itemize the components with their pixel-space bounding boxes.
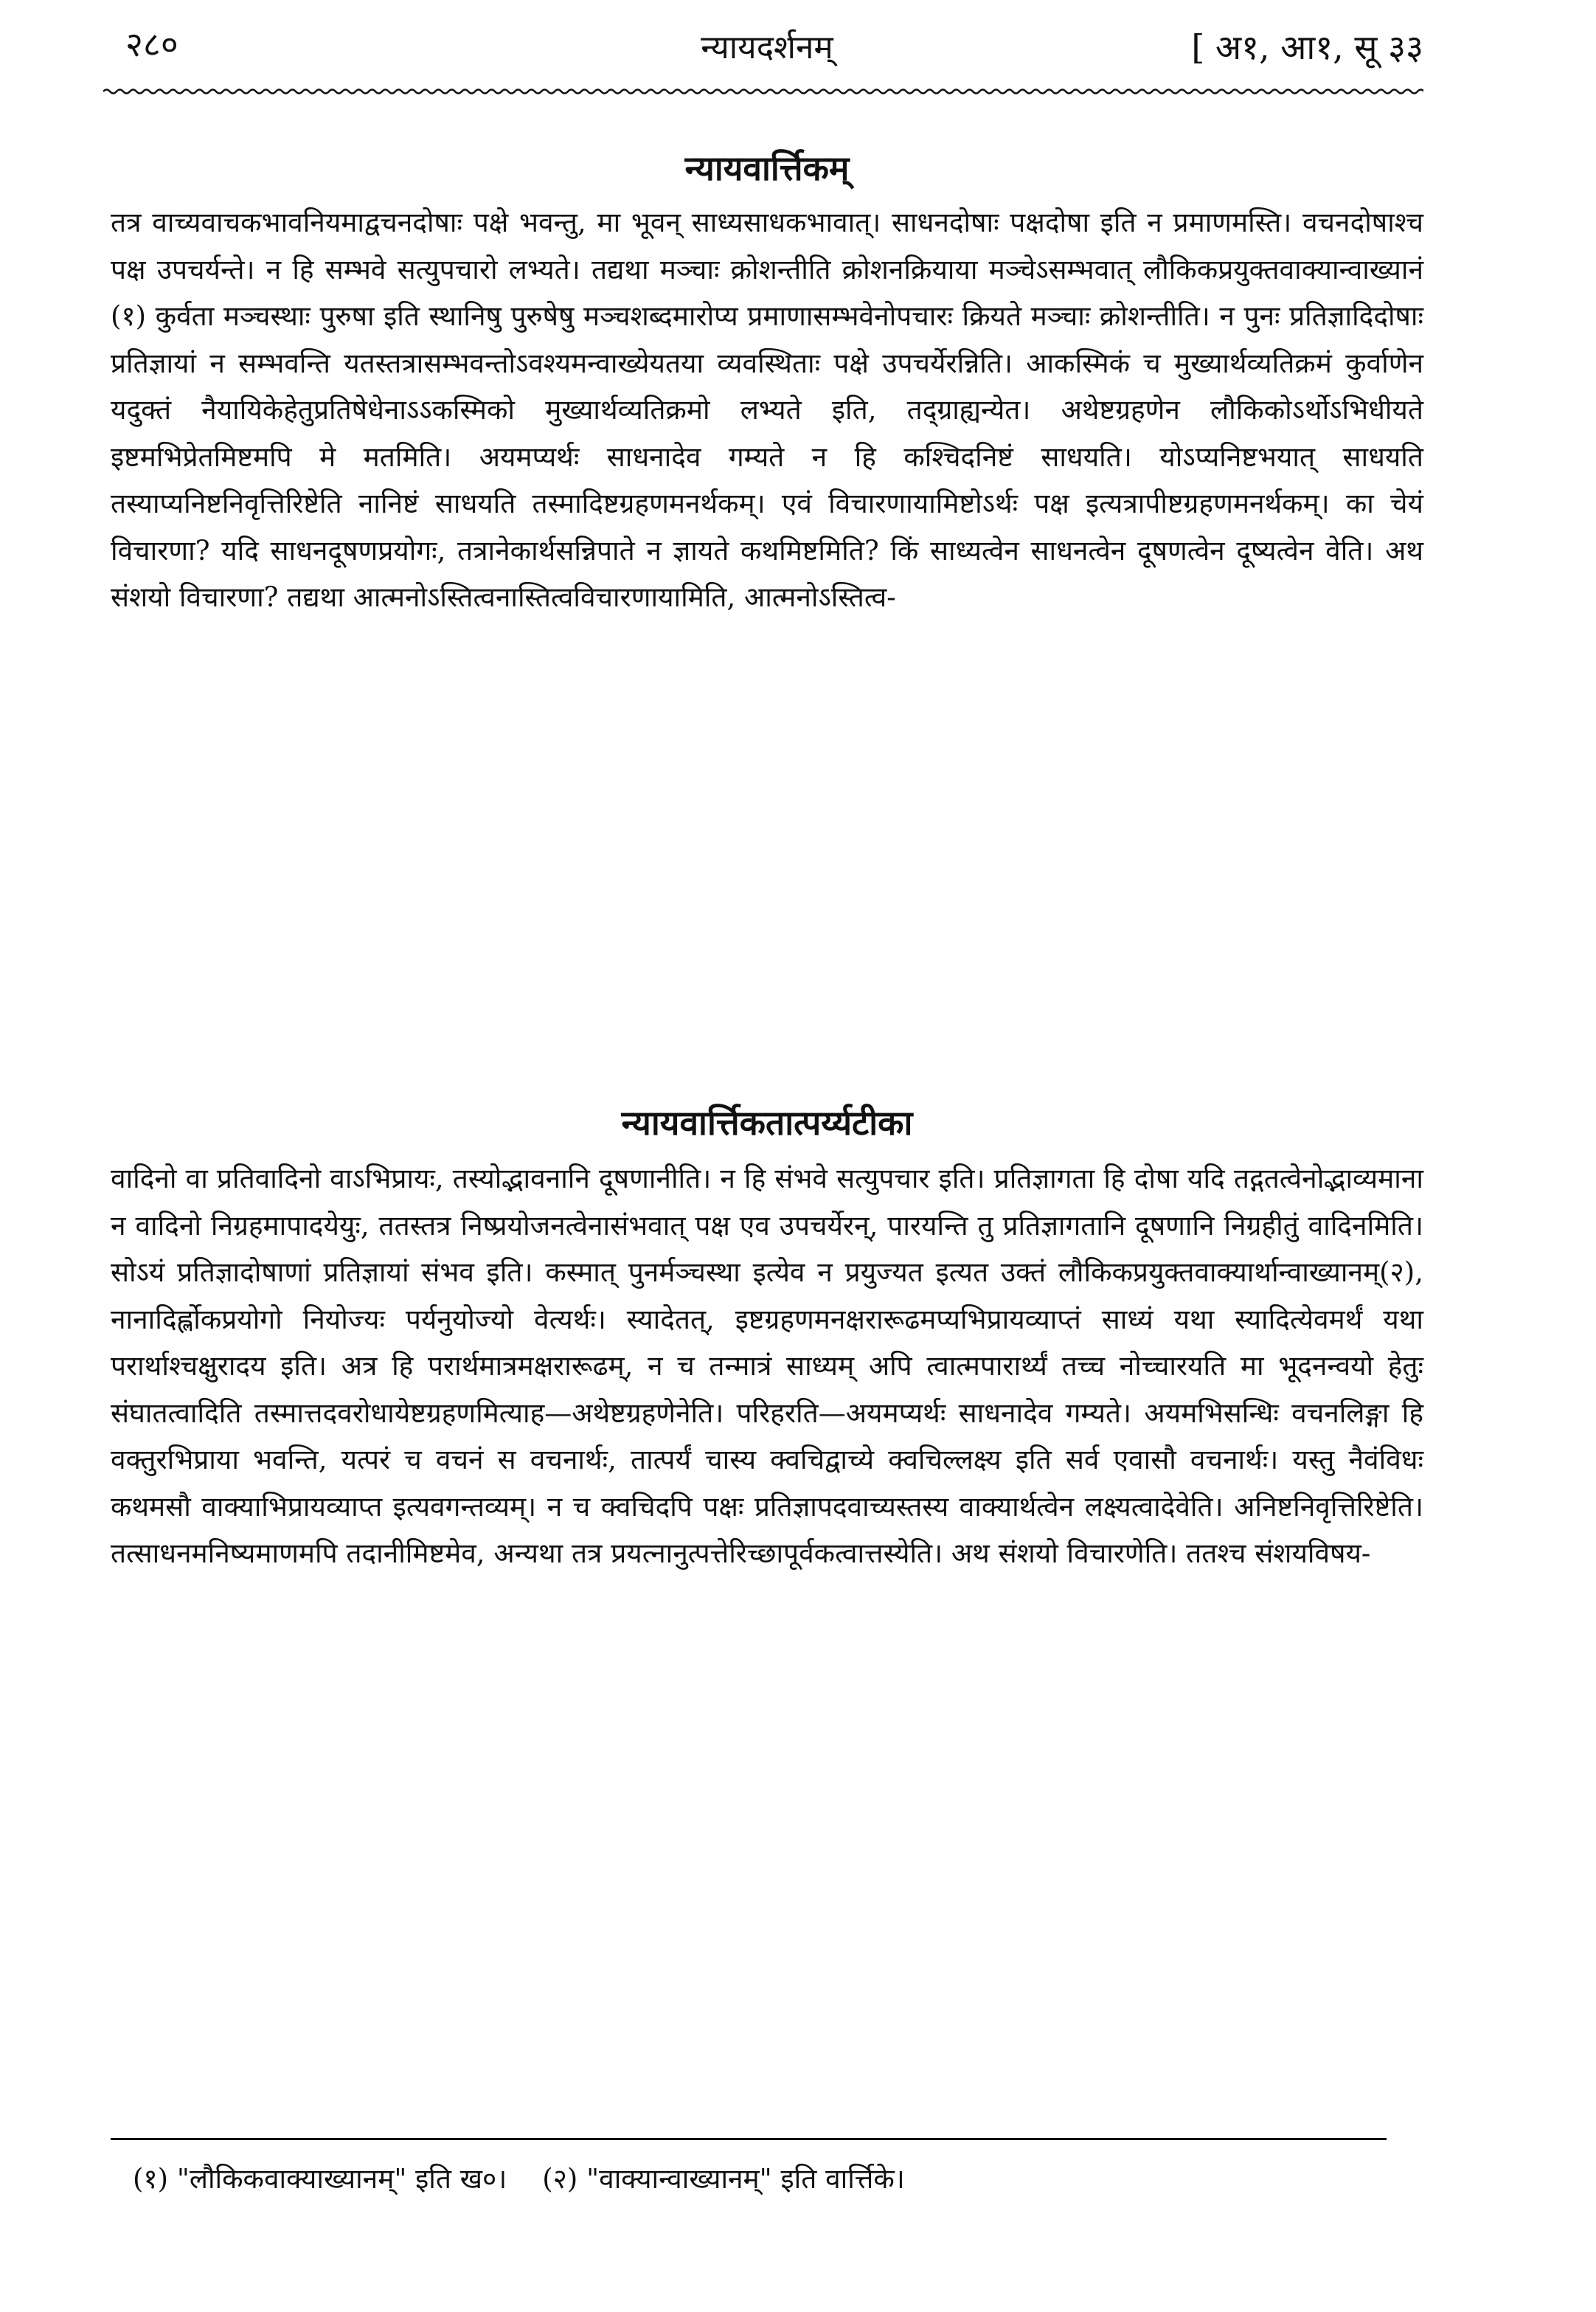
footnote-1: (१) "लौकिकवाक्याख्यानम्" इति ख०। [133,2163,507,2195]
wavy-divider [103,83,1423,100]
paragraph-nyayavarttika: तत्र वाच्यवाचकभावनियमाद्वचनदोषाः पक्षे भवन्तु, मा भूवन् साध्यसाधकभावात्। साधनदोषाः पक्षदोषा इति न प्रमाणमस्ति। वचनदोषाश्च पक्ष उपचर्यन्ते। न हि सम्भवे सत्युपचारो लभ्यते। तद्यथा मञ्चाः क्रोशन्तीति क्रोशनक्रियाया मञ्चेऽसम्भवात् लौकिकप्रयुक्तवाक्यान्वाख्यानं (१) कुर्वता मञ्चस्थाः पुरुषा इति स्थानिषु पुरुषेषु मञ्चशब्दमारोप्य प्रमाणासम्भवेनोपचारः क्रियते मञ्चाः क्रोशन्तीति। न पुनः प्रतिज्ञादिदोषाः प्रतिज्ञायां न सम्भवन्ति यतस्तत्रासम्भवन्तोऽवश्यमन्वाख्येयतया व्यवस्थिताः पक्षे उपचर्येरन्निति। आकस्मिकं च मुख्यार्थव्यतिक्रमं कुर्वाणेन यदुक्तं नैयायिकेहेतुप्रतिषेधेनाऽऽकस्मिको मुख्यार्थव्यतिक्रमो लभ्यते इति, तद्ग्राह्यन्येत। अथेष्टग्रहणेन लौकिकोऽर्थोऽभिधीयते इष्टमभिप्रेतमिष्टमपि मे मतमिति। अयमप्यर्थः साधनादेव गम्यते न हि कश्चिदनिष्टं साधयति। योऽप्यनिष्टभयात् साधयति तस्याप्यनिष्टनिवृत्तिरिष्टेति नानिष्टं साधयति तस्मादिष्टग्रहणमनर्थकम्। एवं विचारणायामिष्टोऽर्थः पक्ष इत्यत्रापीष्टग्रहणमनर्थकम्। का चेयं विचारणा? यदि साधनदूषणप्रयोगः, तत्रानेकार्थसन्निपाते न ज्ञायते कथमिष्टमिति? किं साध्यत्वेन साधनत्वेन दूषणत्वेन दूष्यत्वेन वेति। अथ संशयो विचारणा? तद्यथा आत्मनोऽस्तित्वनास्तित्वविचारणायामिति, आत्मनोऽस्तित्व- [111,207,1423,613]
section-heading-nyayavarttika: न्यायवार्त्तिकम् [684,148,850,188]
footnotes [133,2159,1387,2196]
book-title: न्यायदर्शनम् [701,29,833,66]
section-heading-tatparyatika: न्यायवार्त्तिकतात्पर्य्यटीका [621,1103,913,1143]
running-head [111,13,1423,72]
section-reference: [ अ१, आ१, सू ३३ [1191,27,1423,67]
page-number: २८० [125,24,178,64]
footnote-divider [111,2138,1387,2140]
footnote-2: (२) "वाक्यान्वाख्यानम्" इति वार्त्तिके। [542,2163,905,2195]
paragraph-tatparyatika: वादिनो वा प्रतिवादिनो वाऽभिप्रायः, तस्योद्भावनानि दूषणानीति। न हि संभवे सत्युपचार इति। प्रतिज्ञागता हि दोषा यदि तद्गतत्वेनोद्भाव्यमाना न वादिनो निग्रहमापादयेयुः, ततस्तत्र निष्प्रयोजनत्वेनासंभवात् पक्ष एव उपचर्येरन्, पारयन्ति तु प्रतिज्ञागतानि दूषणानि निग्रहीतुं वादिनमिति। सोऽयं प्रतिज्ञादोषाणां प्रतिज्ञायां संभव इति। कस्मात् पुनर्मञ्चस्था इत्येव न प्रयुज्यत इत्यत उक्तं लौकिकप्रयुक्तवाक्यार्थान्वाख्यानम्(२), नानादिर्ह्लोकप्रयोगो नियोज्यः पर्यनुयोज्यो वेत्यर्थः। स्यादेतत्, इष्टग्रहणमनक्षरारूढमप्यभिप्रायव्याप्तं साध्यं यथा स्यादित्येवमर्थं यथा परार्थाश्चक्षुरादय इति। अत्र हि परार्थमात्रमक्षरारूढम्, न च तन्मात्रं साध्यम् अपि त्वात्मपारार्थ्यं तच्च नोच्चारयति मा भूदनन्वयो हेतुः संघातत्वादिति तस्मात्तदवरोधायेष्टग्रहणमित्याह—अथेष्टग्रहणेनेति। परिहरति—अयमप्यर्थः साधनादेव गम्यते। अयमभिसन्धिः वचनलिङ्गा हि वक्तुरभिप्राया भवन्ति, यत्परं च वचनं स वचनार्थः, तात्पर्यं चास्य क्वचिद्वाच्ये क्वचिल्लक्ष्य इति सर्व एवासौ वचनार्थः। यस्तु नैवंविधः कथमसौ वाक्याभिप्रायव्याप्त इत्यवगन्तव्यम्। न च क्वचिदपि पक्षः प्रतिज्ञापदवाच्यस्तस्य वाक्यार्थत्वेन लक्ष्यत्वादेवेति। अनिष्टनिवृत्तिरिष्टेति। तत्साधनमनिष्यमाणमपि तदानीमिष्टमेव, अन्यथा तत्र प्रयत्नानुत्पत्तेरिच्छापूर्वकत्वात्तस्येति। अथ संशयो विचारणेति। ततश्च संशयविषय- [111,1163,1423,1569]
